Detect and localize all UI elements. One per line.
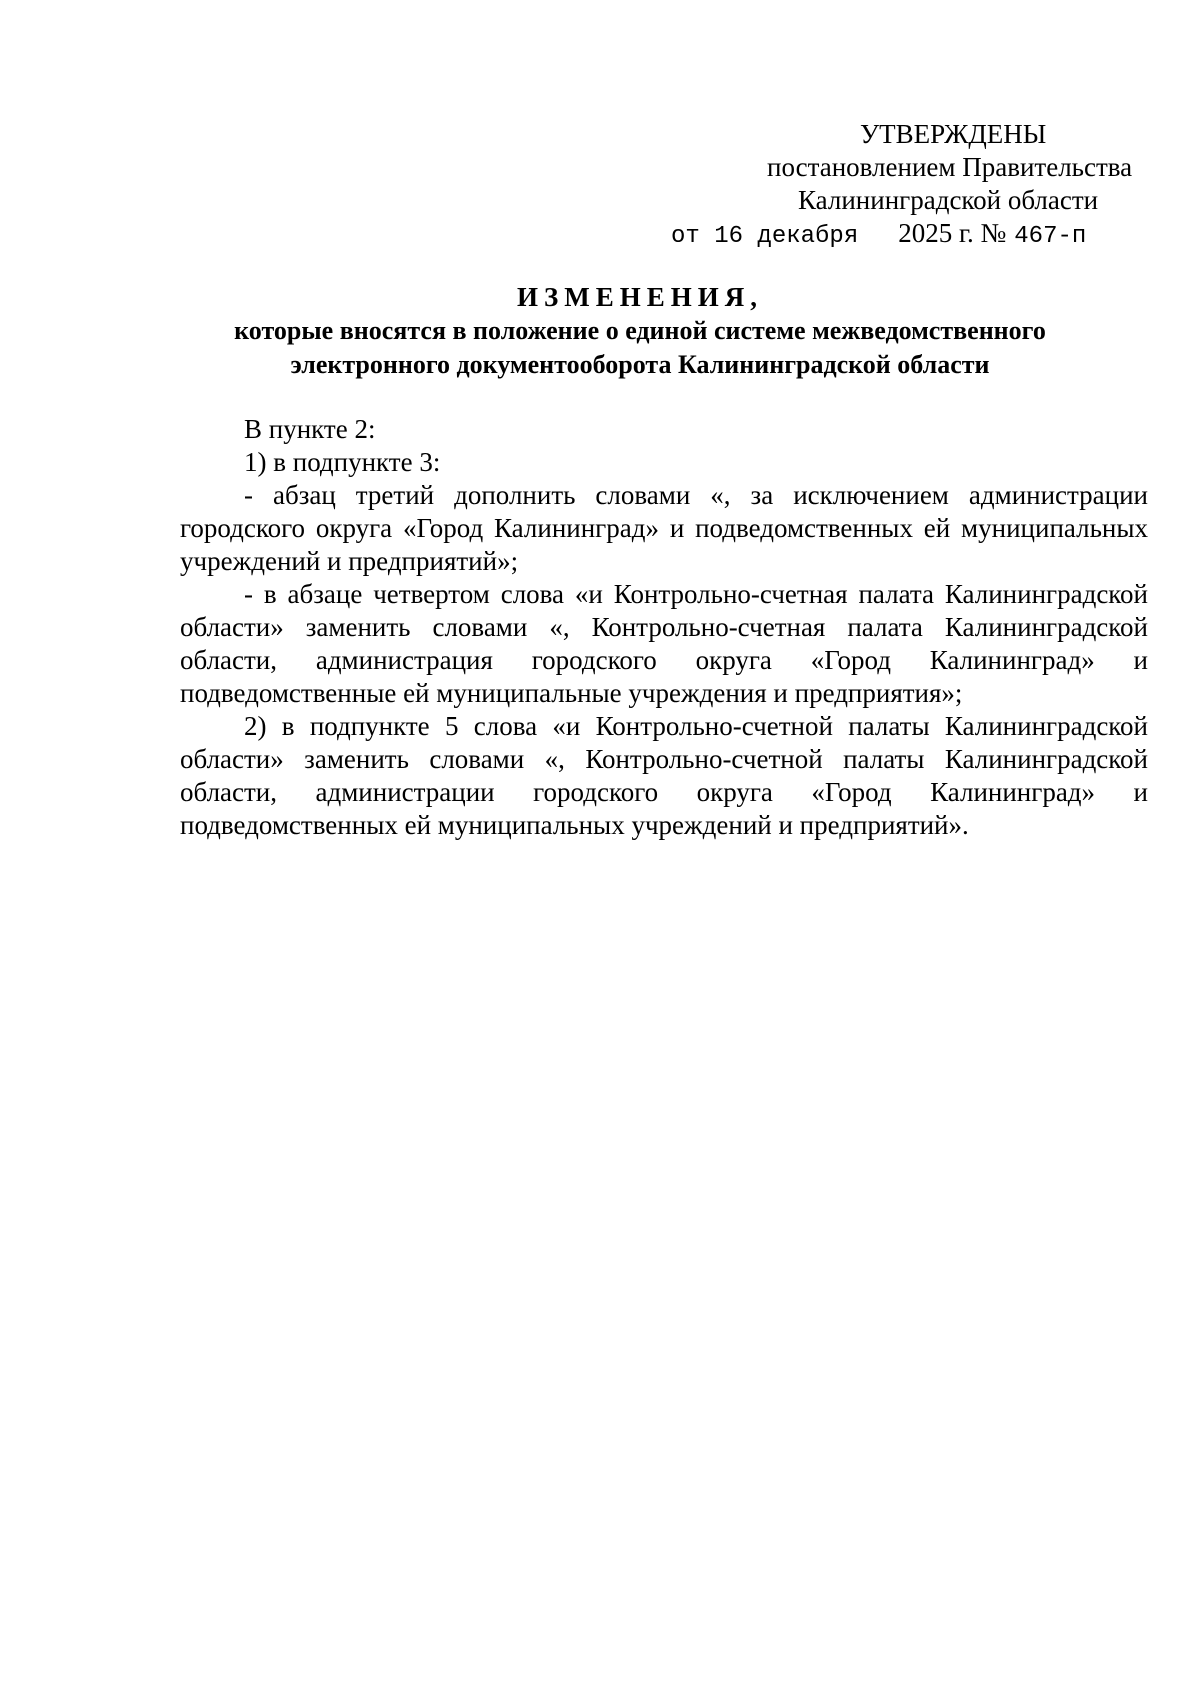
approval-date: от 16 декабря <box>671 223 859 250</box>
approval-number: 467-п <box>1014 223 1087 250</box>
approval-heading: УТВЕРЖДЕНЫ <box>860 119 1047 149</box>
paragraph-subitem-a: - абзац третий дополнить словами «, за исключением администрации городского округа «Город Калининград» и подведомственных ей муниципальных учреждений и предприятий»; <box>180 480 1148 576</box>
paragraph-item-2: 2) в подпункте 5 слова «и Контрольно-счетной палаты Калининградской области» заменить словами «, Контрольно-счетной палаты Калининградской области, администрации городского округа «Город Калининград» и подведомственных ей муниципальных учреждений и предприятий». <box>180 711 1148 840</box>
paragraph-intro: В пункте 2: <box>244 414 376 444</box>
paragraph-subitem-b: - в абзаце четвертом слова «и Контрольно-счетная палата Калининградской области» заменить словами «, Контрольно-счетная палата Калининградской области, администрация городского округа «Город Калининград» и подведомственные ей муниципальные учреждения и предприятия»; <box>180 579 1148 708</box>
document-title-block <box>180 280 1100 382</box>
document-body <box>180 413 1148 842</box>
approval-date-line <box>671 217 1120 253</box>
approval-stamp <box>671 118 1133 253</box>
approval-line-resolution: постановлением Правительства <box>767 152 1133 182</box>
approval-year: 2025 г. № <box>898 218 1007 248</box>
paragraph-item-1: 1) в подпункте 3: <box>244 447 441 477</box>
approval-line-region: Калининградской области <box>798 185 1099 215</box>
document-subtitle: которые вносятся в положение о единой системе межведомственного электронного документооборота Калининградской области <box>234 316 1046 379</box>
document-title: ИЗМЕНЕНИЯ, <box>516 282 763 312</box>
